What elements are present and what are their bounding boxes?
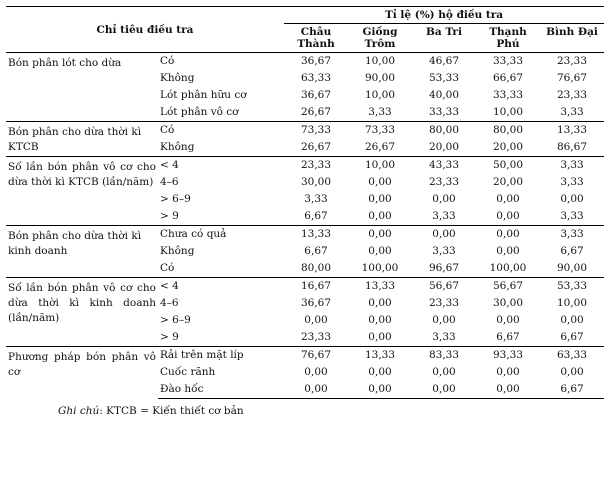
value-cell: 16,67 <box>284 278 348 296</box>
value-cell: 80,00 <box>476 122 540 140</box>
category-cell: Số lần bón phân vô cơ cho dừa thời kì KTCB (lần/năm) <box>6 157 158 226</box>
value-cell: 96,67 <box>428 262 460 274</box>
value-cell: 26,67 <box>300 106 332 118</box>
value-cell: 90,00 <box>364 72 396 84</box>
value-cell: 3,33 <box>560 210 584 222</box>
value-cell: 3,33 <box>540 157 604 175</box>
table-row <box>6 278 604 296</box>
value-cell: 30,00 <box>300 176 332 188</box>
value-cell: 83,33 <box>412 347 476 365</box>
subcategory-cell: 4–6 <box>160 297 179 309</box>
value-cell: 3,33 <box>432 210 456 222</box>
value-cell: 0,00 <box>412 226 476 244</box>
value-cell: 0,00 <box>304 314 328 326</box>
value-cell: 33,33 <box>428 106 460 118</box>
table-row <box>6 226 604 244</box>
value-cell: 20,00 <box>492 176 524 188</box>
value-cell: 80,00 <box>412 122 476 140</box>
value-cell: 10,00 <box>348 157 412 175</box>
value-cell: 0,00 <box>284 381 348 399</box>
value-cell: 6,67 <box>540 381 604 399</box>
table-row <box>6 347 604 365</box>
table-note <box>58 405 604 417</box>
value-cell: 0,00 <box>304 366 328 378</box>
value-cell: 73,33 <box>284 122 348 140</box>
value-cell: 23,33 <box>284 157 348 175</box>
value-cell: 26,67 <box>364 141 396 153</box>
value-cell: 0,00 <box>496 193 520 205</box>
subcategory-cell: Có <box>158 53 284 71</box>
value-cell: 93,33 <box>476 347 540 365</box>
value-cell: 26,67 <box>300 141 332 153</box>
value-cell: 6,67 <box>496 331 520 343</box>
value-cell: 36,67 <box>284 53 348 71</box>
value-cell: 0,00 <box>368 297 392 309</box>
value-cell: 0,00 <box>368 366 392 378</box>
value-cell: 0,00 <box>368 176 392 188</box>
value-cell: 0,00 <box>496 366 520 378</box>
survey-table-container <box>6 6 604 417</box>
subcategory-cell: Cuốc rãnh <box>160 366 216 378</box>
subcategory-cell: Không <box>160 245 195 257</box>
value-cell: 13,33 <box>284 226 348 244</box>
value-cell: 6,67 <box>304 245 328 257</box>
subcategory-cell: Không <box>160 72 195 84</box>
value-cell: 0,00 <box>560 314 584 326</box>
value-cell: 20,00 <box>428 141 460 153</box>
value-cell: 76,67 <box>284 347 348 365</box>
subcategory-cell: < 4 <box>158 157 284 175</box>
value-cell: 0,00 <box>496 210 520 222</box>
table-row <box>6 53 604 71</box>
col-header-chau-thanh: Châu Thành <box>297 26 335 50</box>
value-cell: 0,00 <box>476 226 540 244</box>
subcategory-cell: Lót phân hữu cơ <box>160 89 247 101</box>
category-cell: Số lần bón phân vô cơ cho dừa thời kì kinh doanh (lần/năm) <box>6 278 158 347</box>
value-cell: 56,67 <box>476 278 540 296</box>
value-cell: 53,33 <box>428 72 460 84</box>
value-cell: 6,67 <box>304 210 328 222</box>
category-cell: Bón phân cho dừa thời kì kinh doanh <box>6 226 158 278</box>
value-cell: 3,33 <box>560 106 584 118</box>
col-header-giong-trom: Giồng Trôm <box>362 26 398 50</box>
value-cell: 0,00 <box>368 210 392 222</box>
value-cell: 0,00 <box>348 381 412 399</box>
subcategory-cell: Rải trên mặt líp <box>158 347 284 365</box>
value-cell: 10,00 <box>556 297 588 309</box>
value-cell: 76,67 <box>556 72 588 84</box>
value-cell: 0,00 <box>348 226 412 244</box>
value-cell: 36,67 <box>300 297 332 309</box>
value-cell: 0,00 <box>368 245 392 257</box>
subcategory-cell: < 4 <box>158 278 284 296</box>
subcategory-cell: > 6–9 <box>160 193 191 205</box>
value-cell: 3,33 <box>304 193 328 205</box>
col-header-ba-tri: Ba Tri <box>426 26 462 38</box>
value-cell: 0,00 <box>432 366 456 378</box>
value-cell: 23,33 <box>540 53 604 71</box>
value-cell: 3,33 <box>540 226 604 244</box>
category-cell: Phương pháp bón phân vô cơ <box>6 347 158 399</box>
value-cell: 23,33 <box>428 297 460 309</box>
value-cell: 0,00 <box>368 331 392 343</box>
subcategory-cell: Chưa có quả <box>158 226 284 244</box>
subcategory-cell: Không <box>160 141 195 153</box>
criteria-header: Chỉ tiêu điều tra <box>6 7 284 53</box>
subcategory-cell: Có <box>160 262 175 274</box>
value-cell: 63,33 <box>540 347 604 365</box>
value-cell: 63,33 <box>300 72 332 84</box>
table-row <box>6 157 604 175</box>
fertilizer-survey-table <box>6 6 604 399</box>
value-cell: 46,67 <box>412 53 476 71</box>
category-cell: Bón phân lót cho dừa <box>6 53 158 122</box>
value-cell: 80,00 <box>300 262 332 274</box>
value-cell: 30,00 <box>492 297 524 309</box>
value-cell: 23,33 <box>556 89 588 101</box>
value-cell: 40,00 <box>428 89 460 101</box>
value-cell: 10,00 <box>348 53 412 71</box>
value-cell: 53,33 <box>540 278 604 296</box>
col-header-binh-dai: Bình Đại <box>546 26 598 38</box>
value-cell: 50,00 <box>476 157 540 175</box>
table-row <box>6 122 604 140</box>
value-cell: 33,33 <box>492 89 524 101</box>
value-cell: 20,00 <box>492 141 524 153</box>
value-cell: 0,00 <box>432 193 456 205</box>
value-cell: 13,33 <box>540 122 604 140</box>
subcategory-cell: > 6–9 <box>160 314 191 326</box>
subcategory-cell: > 9 <box>160 331 179 343</box>
value-cell: 100,00 <box>361 262 399 274</box>
value-cell: 0,00 <box>476 381 540 399</box>
table-body <box>6 53 604 399</box>
ratio-header: Tỉ lệ (%) hộ điều tra <box>284 7 604 24</box>
value-cell: 10,00 <box>364 89 396 101</box>
note-label: Ghi chú <box>58 405 100 417</box>
value-cell: 90,00 <box>556 262 588 274</box>
value-cell: 13,33 <box>348 347 412 365</box>
value-cell: 86,67 <box>556 141 588 153</box>
value-cell: 3,33 <box>432 331 456 343</box>
subcategory-cell: Có <box>158 122 284 140</box>
note-text: : KTCB = Kiến thiết cơ bản <box>99 405 244 417</box>
subcategory-cell: Lót phân vô cơ <box>160 106 239 118</box>
value-cell: 3,33 <box>560 176 584 188</box>
value-cell: 3,33 <box>432 245 456 257</box>
value-cell: 0,00 <box>412 381 476 399</box>
value-cell: 36,67 <box>300 89 332 101</box>
subcategory-cell: Đào hốc <box>158 381 284 399</box>
header-row-top <box>6 7 604 24</box>
value-cell: 0,00 <box>560 193 584 205</box>
value-cell: 0,00 <box>432 314 456 326</box>
value-cell: 6,67 <box>560 245 584 257</box>
value-cell: 56,67 <box>412 278 476 296</box>
subcategory-cell: > 9 <box>160 210 179 222</box>
value-cell: 3,33 <box>368 106 392 118</box>
value-cell: 0,00 <box>496 245 520 257</box>
value-cell: 0,00 <box>368 193 392 205</box>
value-cell: 100,00 <box>489 262 527 274</box>
value-cell: 43,33 <box>412 157 476 175</box>
value-cell: 33,33 <box>476 53 540 71</box>
subcategory-cell: 4–6 <box>160 176 179 188</box>
value-cell: 23,33 <box>300 331 332 343</box>
value-cell: 13,33 <box>348 278 412 296</box>
value-cell: 0,00 <box>368 314 392 326</box>
value-cell: 6,67 <box>560 331 584 343</box>
value-cell: 73,33 <box>348 122 412 140</box>
value-cell: 66,67 <box>492 72 524 84</box>
value-cell: 23,33 <box>428 176 460 188</box>
category-cell: Bón phân cho dừa thời kì KTCB <box>6 122 158 157</box>
value-cell: 0,00 <box>560 366 584 378</box>
value-cell: 0,00 <box>496 314 520 326</box>
col-header-thanh-phu: Thạnh Phú <box>489 26 527 50</box>
value-cell: 10,00 <box>492 106 524 118</box>
